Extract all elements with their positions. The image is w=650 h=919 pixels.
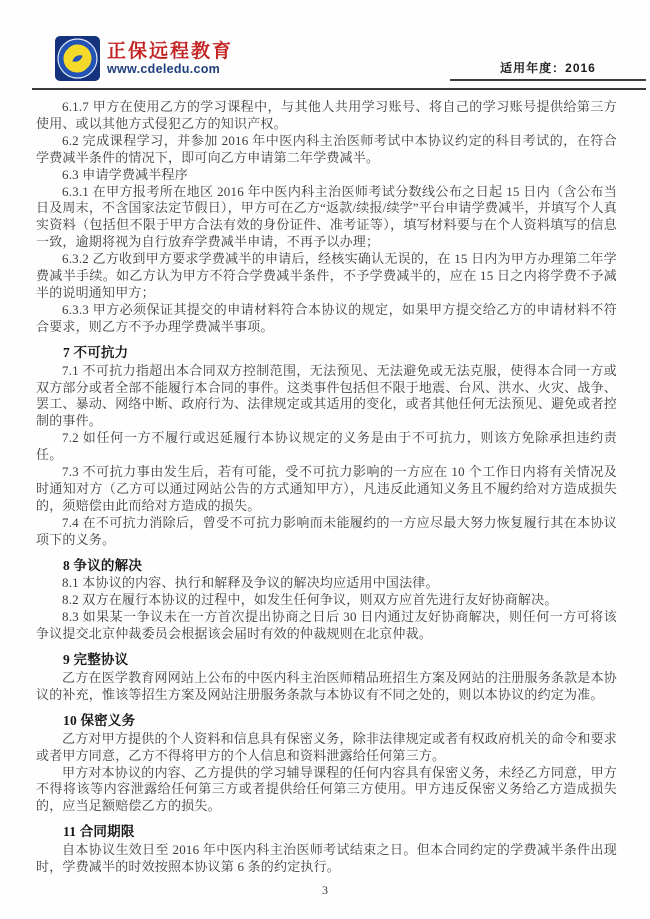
- brand-text-block: [107, 36, 233, 77]
- paragraph: 6.2 完成课程学习，并参加 2016 年中医内科主治医师考试中本协议约定的科目考试的，在符合学费减半条件的情况下，即可向乙方申请第二年学费减半。: [36, 132, 617, 165]
- paragraph: 6.1.7 甲方在使用乙方的学习课程中，与其他人共用学习账号、将自己的学习账号提供给第三方使用、或以其他方式侵犯乙方的知识产权。: [36, 99, 617, 131]
- paragraph: 6.3 申请学费减半程序: [62, 166, 188, 182]
- page-number: 3: [322, 882, 328, 897]
- paragraph: 乙方在医学教育网网站上公布的中医内科主治医师精品班招生方案及网站的注册服务条款是本协议的补充，惟该等招生方案及网站注册服务条款与本协议有不同之处的，则以本协议的约定为准。: [36, 670, 617, 702]
- header-divider: [32, 88, 646, 90]
- section-heading: 7 不可抗力: [63, 344, 129, 360]
- paragraph: 乙方对甲方提供的个人资料和信息具有保密义务，除非法律规定或者有权政府机关的命令和要求或者甲方同意，乙方不得将甲方的个人信息和资料泄露给任何第三方。: [36, 730, 617, 763]
- section-heading: 8 争议的解决: [63, 557, 143, 573]
- swirl-globe-icon: [55, 36, 100, 81]
- applicable-year-label: 适用年度：2016: [450, 59, 646, 81]
- brand-name: 正保远程教育: [107, 41, 234, 62]
- page-footer: [0, 883, 650, 898]
- contract-body: [36, 99, 617, 876]
- brand-logo: [55, 36, 233, 81]
- paragraph: 8.1 本协议的内容、执行和解释及争议的解决均应适用中国法律。: [62, 575, 439, 591]
- brand-url: www.cdeledu.com: [107, 62, 221, 76]
- paragraph: 6.3.2 乙方收到甲方要求学费减半的申请后，经核实确认无误的，在 15 日内为甲方办理第二年学费减半手续。如乙方认为甲方不符合学费减半条件，不予学费减半的，应在 15 日之内将学费不予减半的说明通知甲方；: [36, 251, 617, 300]
- paragraph: 7.2 如任何一方不履行或迟延履行本协议规定的义务是由于不可抗力，则该方免除承担违约责任。: [36, 430, 617, 463]
- paragraph: 7.1 不可抗力指超出本合同双方控制范围，无法预见、无法避免或无法克服，使得本合同一方或双方部分或者全部不能履行本合同的事件。这类事件包括但不限于地震、台风、洪水、火灾、战争、罢工、暴动、网络中断、政府行为、法律规定或其适用的变化，或者其他任何无法预见、避免或者控制的事件。: [36, 362, 617, 429]
- paragraph: 甲方对本协议的内容、乙方提供的学习辅导课程的任何内容具有保密义务，未经乙方同意，甲方不得将该等内容泄露给任何第三方或者提供给任何第三方使用。甲方违反保密义务给乙方造成损失的，应当足额赔偿乙方的损失。: [36, 764, 617, 814]
- paragraph: 8.3 如果某一争议未在一方首次提出协商之日后 30 日内通过友好协商解决，则任何一方可将该争议提交北京仲裁委员会根据该会届时有效的仲裁规则在北京仲裁。: [36, 609, 617, 642]
- paragraph: 6.3.3 甲方必须保证其提交的申请材料符合本协议的规定，如果甲方提交给乙方的申请材料不符合要求，则乙方不予办理学费减半事项。: [36, 301, 617, 334]
- paragraph: 6.3.1 在甲方报考所在地区 2016 年中医内科主治医师考试分数线公布之日起 15 日内（含公布当日及周末，不含国家法定节假日），甲方可在乙方“返款/续报/续学”平台申请学费减半，并填写个人真实资料（包括但不限于甲方合法有效的身份证件、准考证等），填写材料要与在个人资料填写的信息一致，逾期将视为自行放弃学费减半申请，不再予以办理；: [36, 183, 617, 250]
- paragraph: 8.2 双方在履行本协议的过程中，如发生任何争议，则双方应首先进行友好协商解决。: [62, 592, 558, 608]
- section-heading: 11 合同期限: [63, 824, 135, 840]
- paragraph: 自本协议生效日至 2016 年中医内科主治医师考试结束之日。但本合同约定的学费减半条件出现时，学费减半的时效按照本协议第 6 条的约定执行。: [36, 842, 617, 875]
- paragraph: 7.4 在不可抗力消除后，曾受不可抗力影响而未能履约的一方应尽最大努力恢复履行其在本协议项下的义务。: [36, 514, 617, 547]
- section-heading: 9 完整协议: [63, 652, 129, 668]
- section-heading: 10 保密义务: [63, 712, 136, 728]
- page-header: [0, 0, 650, 88]
- paragraph: 7.3 不可抗力事由发生后，若有可能，受不可抗力影响的一方应在 10 个工作日内将有关情况及时通知对方（乙方可以通过网站公告的方式通知甲方），凡违反此通知义务且不履约给对方造成损失的，须赔偿由此而给对方造成的损失。: [36, 464, 617, 513]
